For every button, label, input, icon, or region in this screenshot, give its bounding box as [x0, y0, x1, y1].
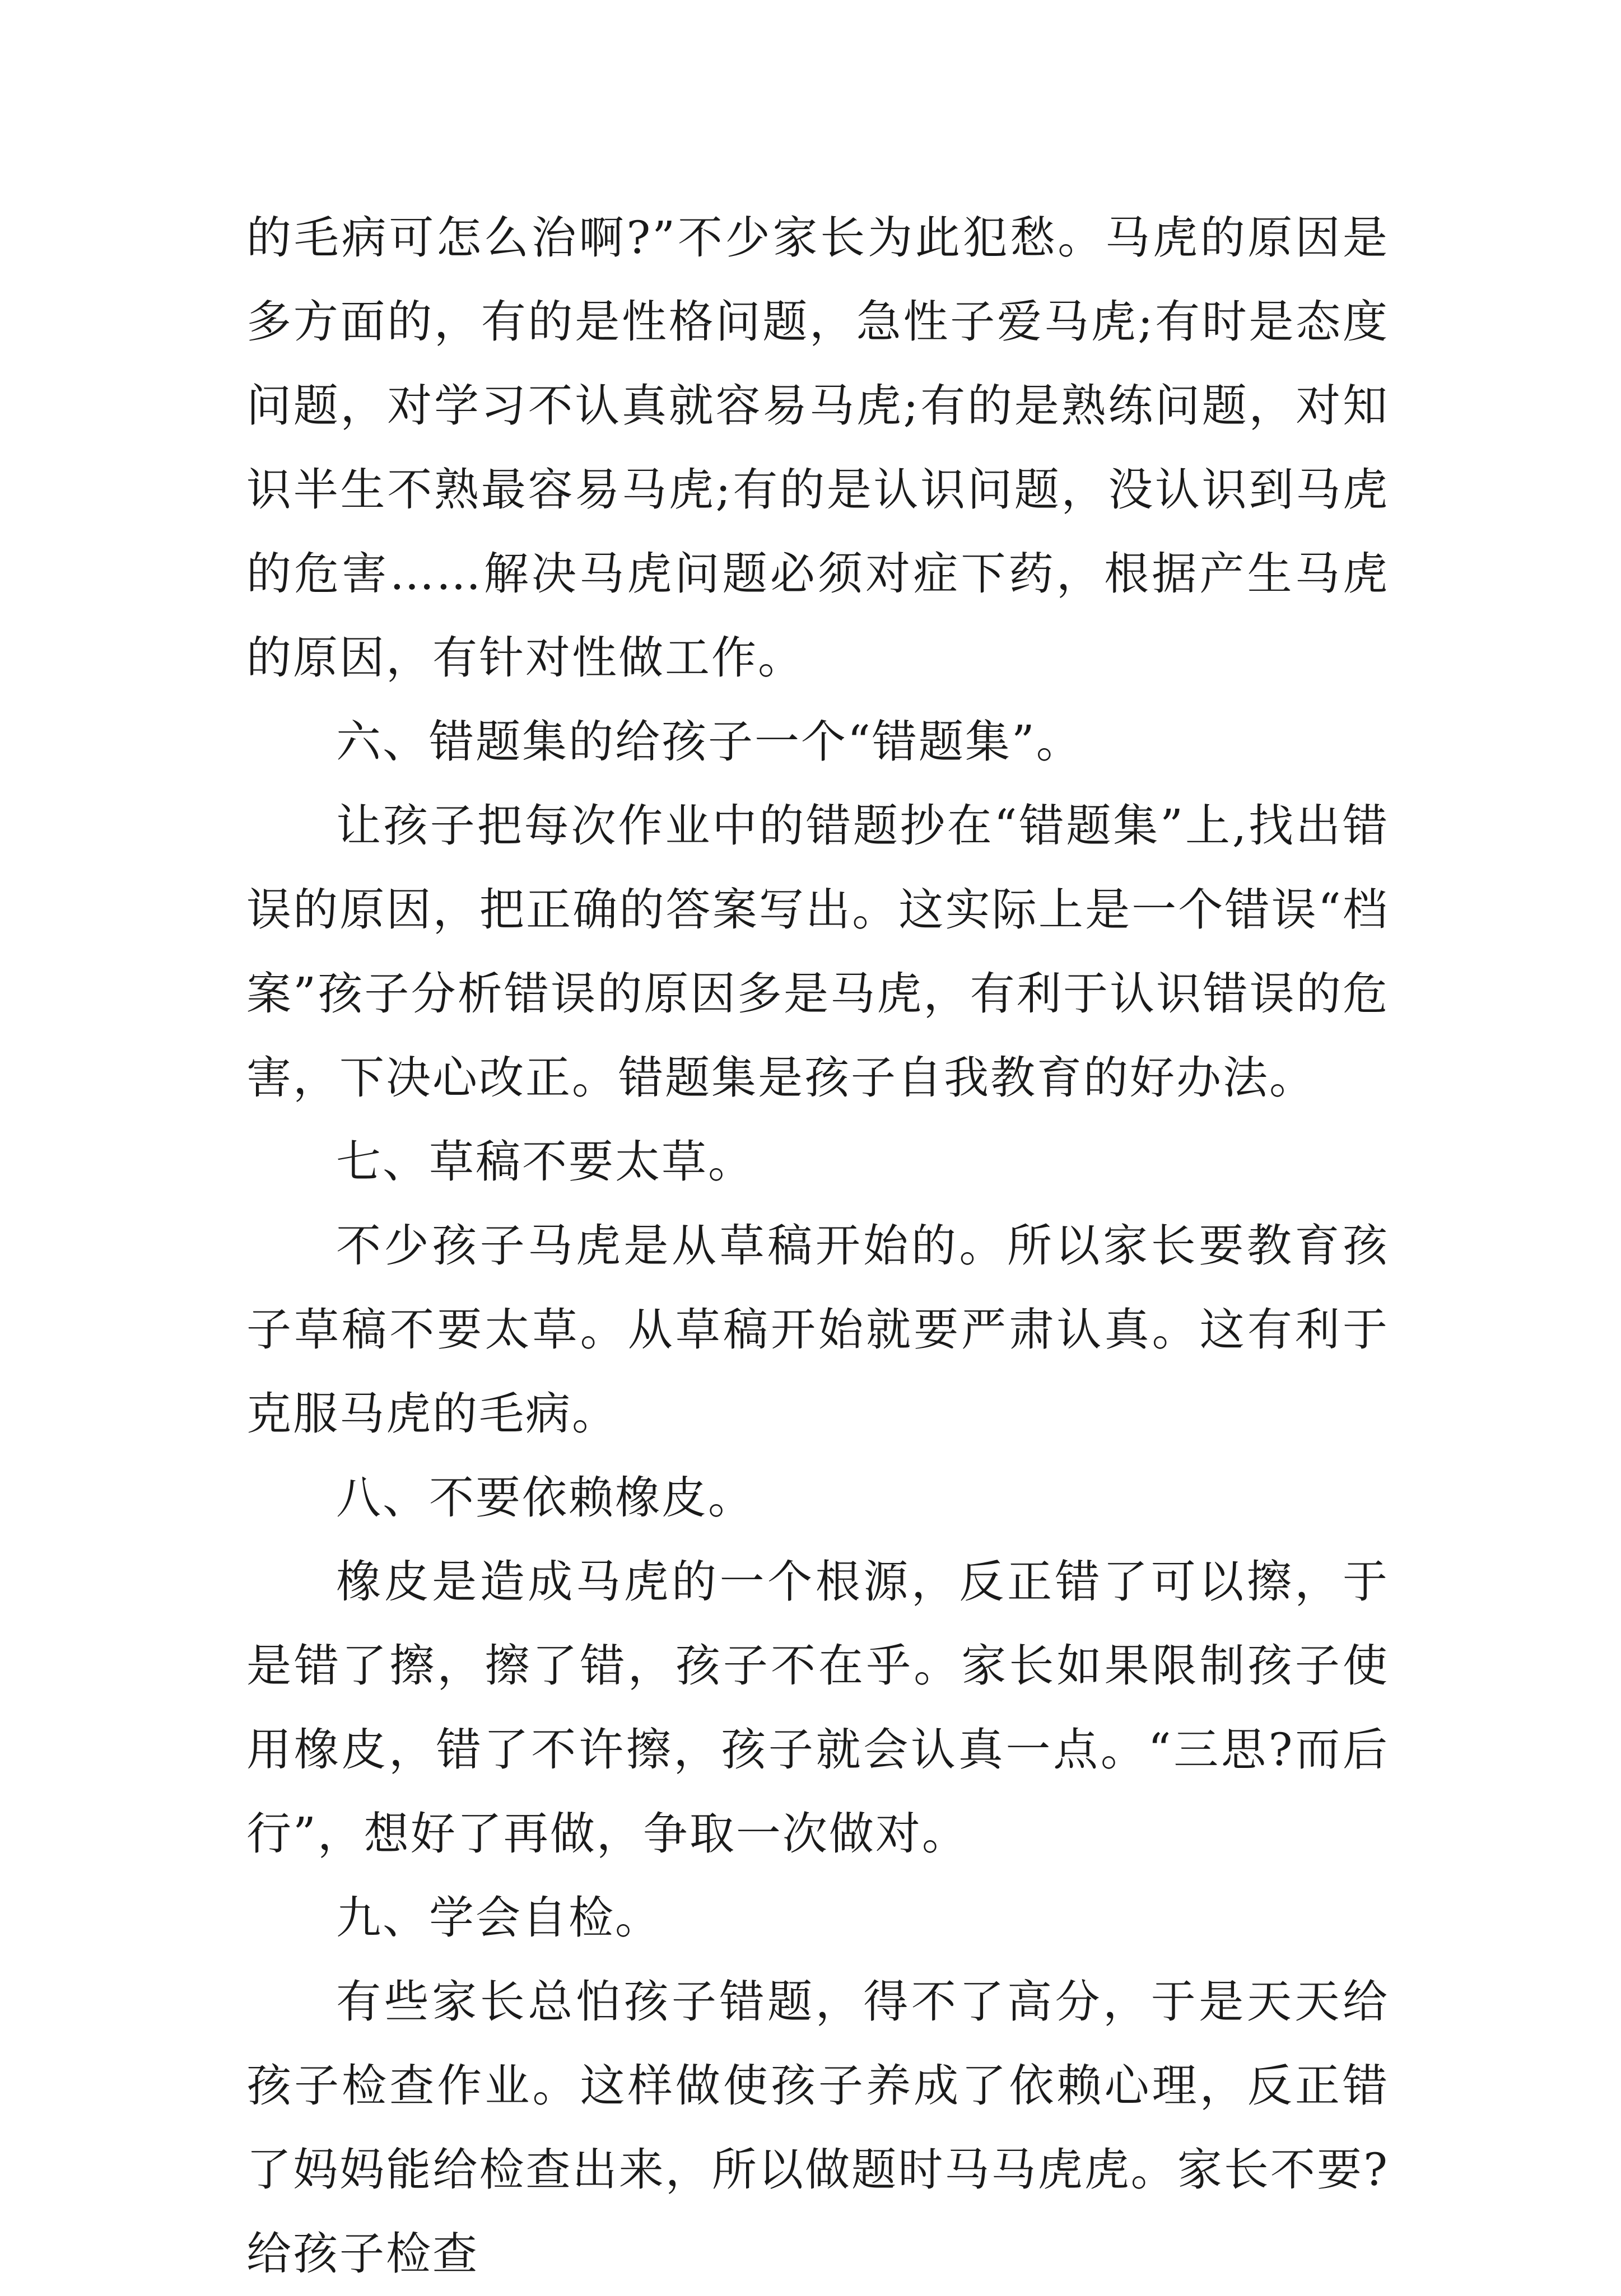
paragraph-draft: 不少孩子马虎是从草稿开始的。所以家长要教育孩子草稿不要太草。从草稿开始就要严肃认真。这有利于克服马虎的毛病。 [246, 1220, 1389, 1440]
paragraph-self-check: 有些家长总怕孩子错题，得不了高分，于是天天给孩子检查作业。这样做使孩子养成了依赖心理，反正错了妈妈能给检查出来，所以做题时马马虎虎。家长不要?给孩子检查 [246, 1976, 1389, 2280]
paragraph-eraser: 橡皮是造成马虎的一个根源，反正错了可以擦，于是错了擦，擦了错，孩子不在乎。家长如果限制孩子使用橡皮，错了不许擦，孩子就会认真一点。“三思?而后行”，想好了再做，争取一次做对。 [246, 1556, 1389, 1860]
heading-eight-eraser: 八、不要依赖橡皮。 [336, 1472, 754, 1524]
paragraph-causes-of-carelessness: 的毛病可怎么治啊?”不少家长为此犯愁。马虎的原因是多方面的，有的是性格问题，急性子爱马虎;有时是态度问题，对学习不认真就容易马虎;有的是熟练问题，对知识半生不熟最容易马虎;有的是认识问题，没认识到马虎的危害……解决马虎问题必须对症下药，根据产生马虎的原因，有针对性做工作。 [246, 212, 1389, 684]
document-body [246, 196, 1389, 2296]
heading-seven-draft: 七、草稿不要太草。 [336, 1136, 754, 1188]
paragraph-error-notebook: 让孩子把每次作业中的错题抄在“错题集”上,找出错误的原因，把正确的答案写出。这实际上是一个错误“档案”孩子分析错误的原因多是马虎，有利于认识错误的危害，下决心改正。错题集是孩子自我教育的好办法。 [246, 800, 1389, 1104]
heading-six-error-notebook: 六、错题集的给孩子一个“错题集”。 [336, 716, 1083, 768]
heading-nine-self-check: 九、学会自检。 [336, 1892, 662, 1944]
